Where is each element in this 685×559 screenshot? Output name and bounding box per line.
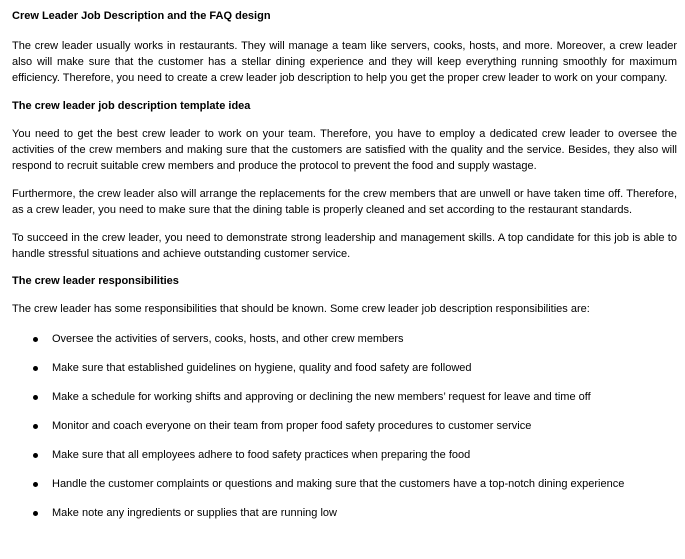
list-item-text: Oversee the activities of servers, cooks, hosts, and other crew members: [52, 333, 404, 345]
list-item: [12, 447, 677, 463]
bullet-icon: [33, 453, 38, 458]
list-item-text: Make note any ingredients or supplies that are running low: [52, 507, 337, 519]
bullet-icon: [33, 337, 38, 342]
bullet-icon: [33, 482, 38, 487]
list-item: [12, 418, 677, 434]
document-title: Crew Leader Job Description and the FAQ design: [12, 10, 271, 22]
template-idea-heading: The crew leader job description template idea: [12, 100, 251, 112]
template-paragraph: Furthermore, the crew leader also will arrange the replacements for the crew members that are unwell or have taken time off. Therefore, as a crew leader, you need to make sure that the dining table is properly cleaned and set according to the restaurant standards.: [12, 188, 677, 216]
list-item: [12, 505, 677, 521]
bullet-icon: [33, 395, 38, 400]
template-paragraph: To succeed in the crew leader, you need to demonstrate strong leadership and management skills. A top candidate for this job is able to handle stressful situations and achieve outstanding customer service.: [12, 232, 677, 260]
responsibilities-intro: The crew leader has some responsibilities that should be known. Some crew leader job description responsibilities are:: [12, 303, 590, 315]
list-item-text: Make sure that all employees adhere to food safety practices when preparing the food: [52, 449, 471, 461]
list-item: [12, 331, 677, 347]
intro-paragraph: The crew leader usually works in restaurants. They will manage a team like servers, cooks, hosts, and more. Moreover, a crew leader also will make sure that the customer has a stellar dining experience and they will keep everything running smoothly for maximum efficiency. Therefore, you need to create a crew leader job description to help you get the proper crew leader to work on your company.: [12, 40, 677, 84]
list-item-text: Handle the customer complaints or questions and making sure that the customers have a top-notch dining experience: [52, 478, 625, 490]
bullet-icon: [33, 511, 38, 516]
responsibilities-heading: The crew leader responsibilities: [12, 275, 179, 287]
list-item: [12, 476, 677, 492]
bullet-icon: [33, 366, 38, 371]
list-item-text: Make sure that established guidelines on hygiene, quality and food safety are followed: [52, 362, 472, 374]
list-item-text: Monitor and coach everyone on their team from proper food safety procedures to customer service: [52, 420, 532, 432]
template-paragraph: You need to get the best crew leader to work on your team. Therefore, you have to employ a dedicated crew leader to oversee the activities of the crew members and making sure that the customers are satisfied with the quality and the service. Besides, they also will respond to recruit suitable crew members and produce the protocol to prevent the food and supply wastage.: [12, 128, 677, 172]
list-item: [12, 360, 677, 376]
list-item: [12, 389, 677, 405]
list-item-text: Make a schedule for working shifts and approving or declining the new members’ request for leave and time off: [52, 391, 591, 403]
bullet-icon: [33, 424, 38, 429]
responsibilities-list: [12, 331, 677, 521]
